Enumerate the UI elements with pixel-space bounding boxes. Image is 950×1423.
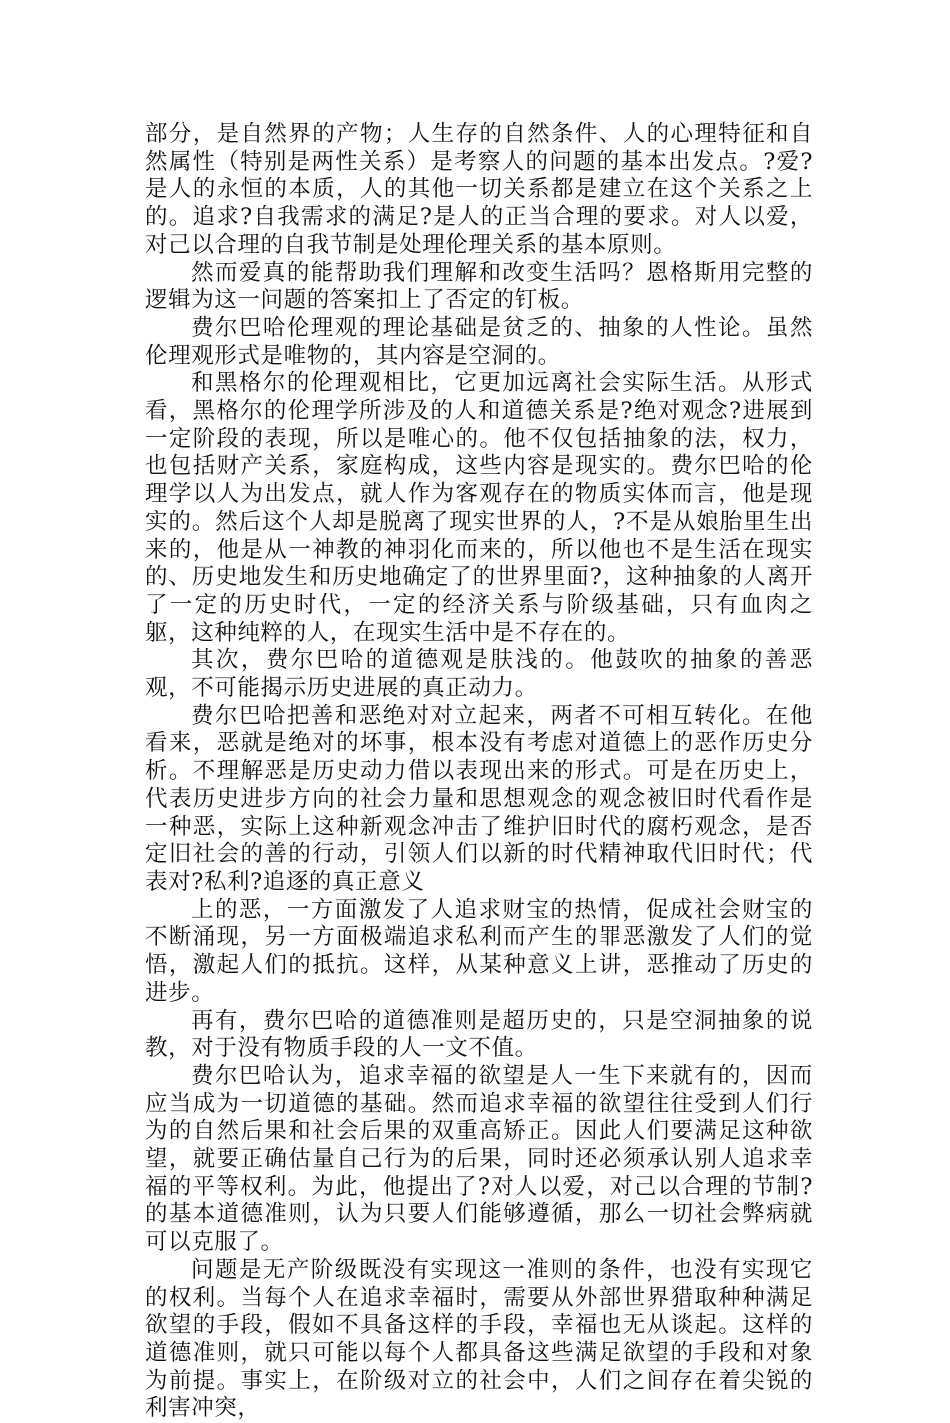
paragraph-8: 再有，费尔巴哈的道德准则是超历史的，只是空洞抽象的说教，对于没有物质手段的人一文不值。 <box>145 1007 813 1062</box>
paragraph-1: 部分，是自然界的产物；人生存的自然条件、人的心理特征和自然属性（特别是两性关系）是考察人的问题的基本出发点。?爱?是人的永恒的本质，人的其他一切关系都是建立在这个关系之上的。追求?自我需求的满足?是人的正当合理的要求。对人以爱，对己以合理的自我节制是处理伦理关系的基本原则。 <box>145 121 813 258</box>
paragraph-5: 其次，费尔巴哈的道德观是肤浅的。他鼓吹的抽象的善恶观，不可能揭示历史进展的真正动力。 <box>145 647 813 702</box>
paragraph-3: 费尔巴哈伦理观的理论基础是贫乏的、抽象的人性论。虽然伦理观形式是唯物的，其内容是空洞的。 <box>145 314 813 369</box>
paragraph-9: 费尔巴哈认为，追求幸福的欲望是人一生下来就有的，因而应当成为一切道德的基础。然而追求幸福的欲望往往受到人们行为的自然后果和社会后果的双重高矫正。因此人们要满足这种欲望，就要正确估量自己行为的后果，同时还必须承认别人追求幸福的平等权利。为此，他提出了?对人以爱，对己以合理的节制?的基本道德准则，认为只要人们能够遵循，那么一切社会弊病就可以克服了。 <box>145 1062 813 1256</box>
paragraph-2: 然而爱真的能帮助我们理解和改变生活吗？恩格斯用完整的逻辑为这一问题的答案扣上了否定的钉板。 <box>145 259 813 314</box>
paragraph-10: 问题是无产阶级既没有实现这一准则的条件，也没有实现它的权利。当每个人在追求幸福时，需要从外部世界猎取种种满足欲望的手段，假如不具备这样的手段，幸福也无从谈起。这样的道德准则，就只可能以每个人都具备这些满足欲望的手段和对象为前提。事实上，在阶级对立的社会中，人们之间存在着尖锐的利害冲突， <box>145 1256 813 1422</box>
paragraph-7: 上的恶，一方面激发了人追求财宝的热情，促成社会财宝的不断涌现，另一方面极端追求私利而产生的罪恶激发了人们的觉悟，激起人们的抵抗。这样，从某种意义上讲，恶推动了历史的进步。 <box>145 896 813 1006</box>
paragraph-6: 费尔巴哈把善和恶绝对对立起来，两者不可相互转化。在他看来，恶就是绝对的坏事，根本没有考虑对道德上的恶作历史分析。不理解恶是历史动力借以表现出来的形式。可是在历史上，代表历史进步方向的社会力量和思想观念的观念被旧时代看作是一种恶，实际上这种新观念冲击了维护旧时代的腐朽观念，是否定旧社会的善的行动，引领人们以新的时代精神取代旧时代；代表对?私利?追逐的真正意义 <box>145 702 813 895</box>
document-body <box>145 121 813 1423</box>
paragraph-4: 和黑格尔的伦理观相比，它更加远离社会实际生活。从形式看，黑格尔的伦理学所涉及的人和道德关系是?绝对观念?进展到一定阶段的表现，所以是唯心的。他不仅包括抽象的法，权力，也包括财产关系，家庭构成，这些内容是现实的。费尔巴哈的伦理学以人为出发点，就人作为客观存在的物质实体而言，他是现实的。然后这个人却是脱离了现实世界的人，?不是从娘胎里生出来的，他是从一神教的神羽化而来的，所以他也不是生活在现实的、历史地发生和历史地确定了的世界里面?，这种抽象的人离开了一定的历史时代，一定的经济关系与阶级基础，只有血肉之躯，这种纯粹的人，在现实生活中是不存在的。 <box>145 370 813 646</box>
